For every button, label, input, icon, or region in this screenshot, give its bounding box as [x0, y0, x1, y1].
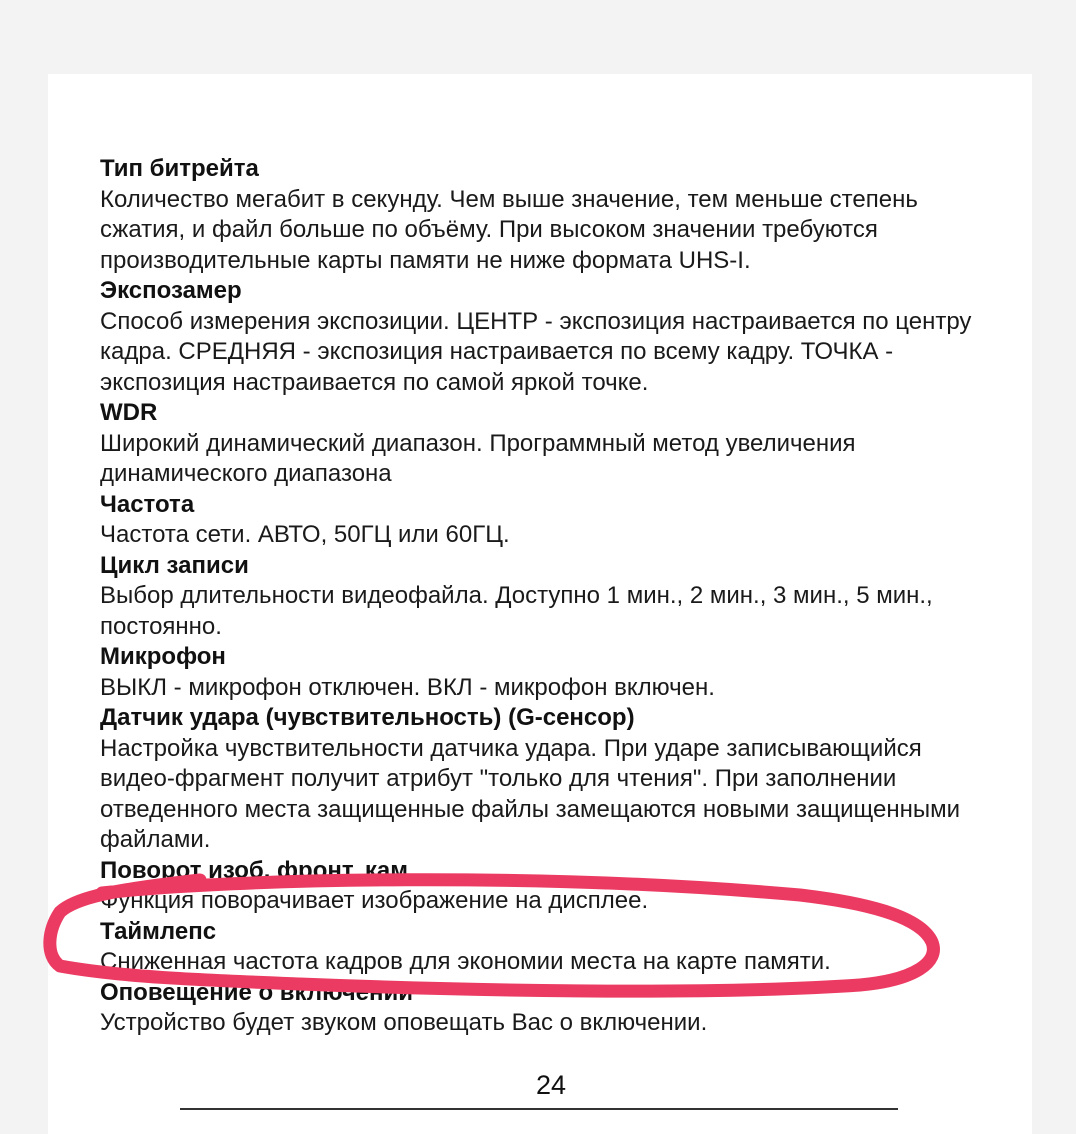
section-text: Способ измерения экспозиции. ЦЕНТР - экспозиция настраивается по центру кадра. СРЕДНЯЯ - экспозиция настраивается по всему кадру. ТОЧКА - экспозиция настраивается по самой яркой точке. [100, 307, 972, 396]
section-heading: Оповещение о включении [100, 978, 413, 1006]
page-content [100, 154, 1000, 1039]
section-g-sensor [100, 703, 1000, 856]
section-exposure-metering [100, 276, 1000, 398]
section-heading: Поворот изоб. фронт. кам. [100, 856, 415, 884]
section-frequency [100, 490, 1000, 551]
section-heading: Экспозамер [100, 277, 242, 304]
section-heading: Таймлепс [100, 917, 217, 945]
section-heading: Датчик удара (чувствительность) (G-сенсор) [100, 704, 635, 731]
section-heading: WDR [100, 399, 158, 426]
section-power-on-notification [100, 978, 1000, 1039]
section-heading: Тип битрейта [100, 155, 259, 182]
section-text: Широкий динамический диапазон. Программный метод увеличения динамического диапазона [100, 429, 856, 487]
footer-divider [180, 1108, 898, 1110]
section-heading: Цикл записи [100, 551, 249, 579]
section-loop-recording [100, 551, 1000, 643]
section-heading: Микрофон [100, 643, 226, 670]
section-text: Частота сети. АВТО, 50ГЦ или 60ГЦ. [100, 521, 510, 548]
section-text: Выбор длительности видеофайла. Доступно 1 мин., 2 мин., 3 мин., 5 мин., постоянно. [100, 582, 933, 640]
section-front-camera-rotation [100, 856, 1000, 917]
section-microphone [100, 642, 1000, 703]
section-wdr [100, 398, 1000, 490]
section-text: Устройство будет звуком оповещать Вас о включении. [100, 1009, 708, 1036]
section-text: Функция поворачивает изображение на дисплее. [100, 887, 649, 914]
section-text: Количество мегабит в секунду. Чем выше значение, тем меньше степень сжатия, и файл больше по объёму. При высоком значении требуются производительные карты памяти не ниже формата UHS-I. [100, 185, 918, 274]
section-timelapse [100, 917, 1000, 978]
page-number: 24 [535, 1070, 567, 1100]
section-heading: Частота [100, 490, 195, 518]
section-bitrate-type [100, 154, 1000, 276]
section-text: ВЫКЛ - микрофон отключен. ВКЛ - микрофон включен. [100, 673, 715, 701]
section-text: Настройка чувствительности датчика удара. При ударе записывающийся видео-фрагмент получит атрибут "только для чтения". При заполнении отведенного места защищенные файлы замещаются новыми защищенными файлами. [100, 734, 960, 853]
document-page [48, 74, 1032, 1134]
section-text: Сниженная частота кадров для экономии места на карте памяти. [100, 948, 831, 975]
